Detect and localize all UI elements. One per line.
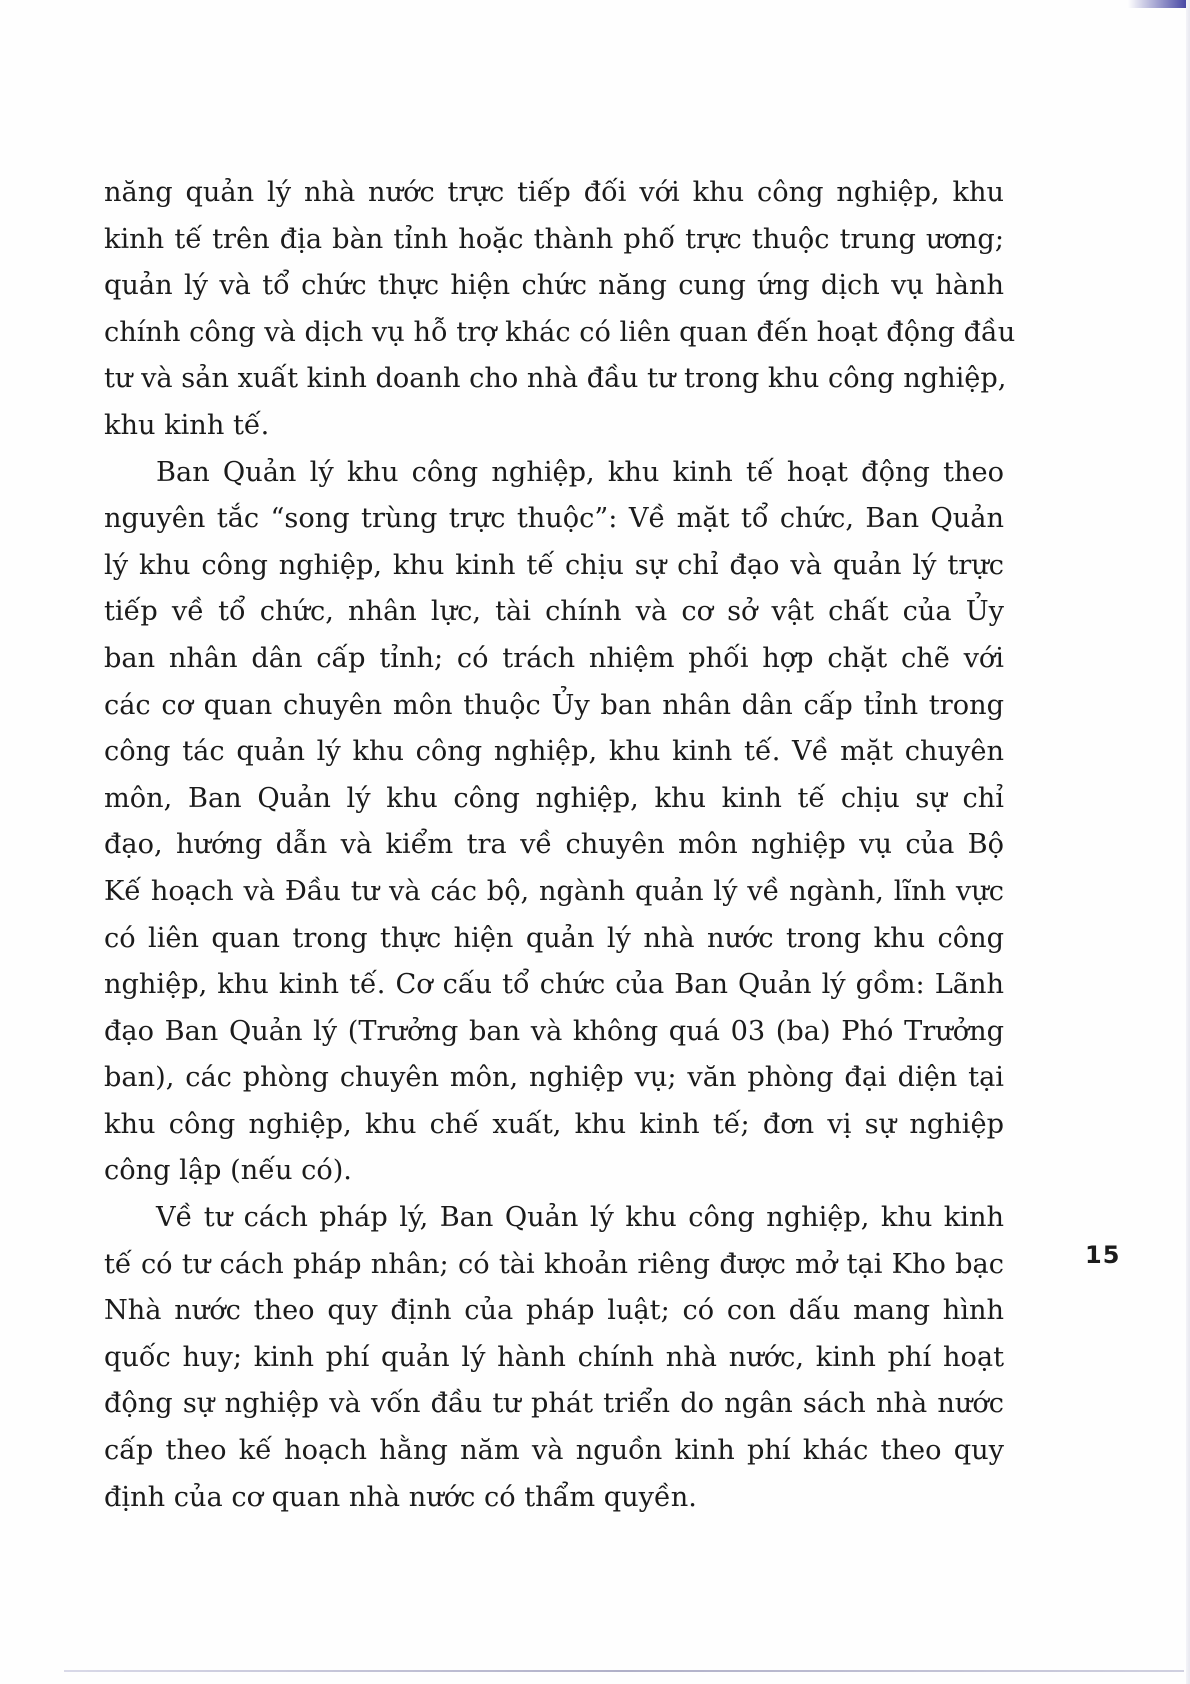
text-line: nghiệp, khu kinh tế. Cơ cấu tổ chức của Ban Quản lý gồm: Lãnh [104,969,1004,1001]
text-line: động sự nghiệp và vốn đầu tư phát triển do ngân sách nhà nước [104,1388,1004,1420]
page-right-edge [1186,0,1190,1684]
text-line: tế có tư cách pháp nhân; có tài khoản riêng được mở tại Kho bạc [104,1248,1004,1280]
text-line: tiếp về tổ chức, nhân lực, tài chính và cơ sở vật chất của Ủy [104,596,1004,628]
text-line: cấp theo kế hoạch hằng năm và nguồn kinh phí khác theo quy [104,1435,1004,1467]
text-line: công lập (nếu có). [104,1155,352,1187]
text-line: quốc huy; kinh phí quản lý hành chính nhà nước, kinh phí hoạt [104,1341,1004,1373]
text-line: lý khu công nghiệp, khu kinh tế chịu sự chỉ đạo và quản lý trực [104,549,1004,581]
text-line: định của cơ quan nhà nước có thẩm quyền. [104,1481,697,1513]
text-line: chính công và dịch vụ hỗ trợ khác có liên quan đến hoạt động đầu [104,316,1016,348]
scan-edge-mark [1128,0,1190,8]
text-line: đạo Ban Quản lý (Trưởng ban và không quá 03 (ba) Phó Trưởng [104,1015,1004,1047]
text-line: Kế hoạch và Đầu tư và các bộ, ngành quản lý về ngành, lĩnh vực [104,875,1004,907]
body-text [104,170,1016,1521]
text-line: quản lý và tổ chức thực hiện chức năng cung ứng dịch vụ hành [104,270,1004,302]
text-line: Về tư cách pháp lý, Ban Quản lý khu công nghiệp, khu kinh [156,1202,1004,1234]
text-line: môn, Ban Quản lý khu công nghiệp, khu kinh tế chịu sự chỉ [104,782,1004,814]
text-line: năng quản lý nhà nước trực tiếp đối với khu công nghiệp, khu [104,177,1004,208]
text-line: công tác quản lý khu công nghiệp, khu kinh tế. Về mặt chuyên [104,736,1004,768]
text-line: tư và sản xuất kinh doanh cho nhà đầu tư trong khu công nghiệp, [104,363,1007,395]
text-line: ban nhân dân cấp tỉnh; có trách nhiệm phối hợp chặt chẽ với [104,642,1004,674]
page-bottom-edge [64,1670,1184,1672]
text-line: ban), các phòng chuyên môn, nghiệp vụ; văn phòng đại diện tại [104,1062,1004,1094]
text-line: các cơ quan chuyên môn thuộc Ủy ban nhân dân cấp tỉnh trong [104,689,1004,721]
text-line: kinh tế trên địa bàn tỉnh hoặc thành phố trực thuộc trung ương; [104,223,1004,255]
text-line: Nhà nước theo quy định của pháp luật; có con dấu mang hình [104,1295,1004,1327]
text-line: có liên quan trong thực hiện quản lý nhà nước trong khu công [104,922,1004,954]
page-number: 15 [1085,1241,1121,1269]
text-line: Ban Quản lý khu công nghiệp, khu kinh tế hoạt động theo [156,456,1004,488]
text-line: đạo, hướng dẫn và kiểm tra về chuyên môn nghiệp vụ của Bộ [104,829,1004,861]
paragraph-3 [104,1195,1004,1521]
paragraph-1 [104,170,1016,450]
paragraph-2 [104,450,1004,1196]
text-line: khu công nghiệp, khu chế xuất, khu kinh tế; đơn vị sự nghiệp [104,1108,1004,1140]
text-line: nguyên tắc “song trùng trực thuộc”: Về mặt tổ chức, Ban Quản [104,503,1004,535]
text-line: khu kinh tế. [104,409,270,441]
